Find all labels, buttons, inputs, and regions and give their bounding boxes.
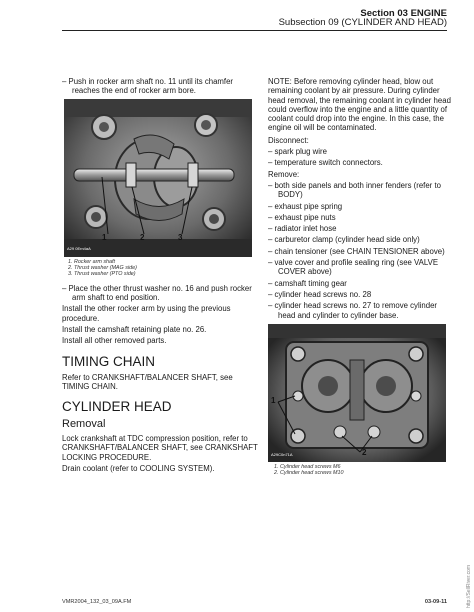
paragraph: Refer to CRANKSHAFT/BALANCER SHAFT, see TIMING CHAIN.	[62, 372, 233, 391]
list-item: – chain tensioner (see CHAIN TENSIONER above)	[268, 246, 445, 256]
list-item: – exhaust pipe nuts	[268, 212, 336, 222]
list-item: – cylinder head screws no. 28	[268, 289, 372, 299]
list-item: – carburetor clamp (cylinder head side only)	[268, 235, 420, 245]
figure-id: A29 0Ern4aA	[67, 246, 91, 252]
figure1-caption	[62, 259, 258, 278]
list-item: – cylinder head screws no. 27 to remove cylinder head and cylinder to cylinder base.	[268, 301, 438, 320]
caption-item: 1. Cylinder head screws M6	[274, 463, 341, 470]
paragraph: Lock crankshaft at TDC compression position, refer to CRANKSHAFT/BALANCER SHAFT, see CRANKSHAFT LOCKING PROCEDURE.	[62, 434, 258, 462]
caption-item: 1. Rocker arm shaft	[68, 258, 116, 265]
paragraph: Drain coolant (refer to COOLING SYSTEM).	[62, 464, 215, 474]
list-item: – both side panels and both inner fenders (refer to BODY)	[268, 180, 441, 200]
list-item: – temperature switch connectors.	[268, 158, 383, 168]
list-item: – radiator inlet hose	[268, 224, 337, 234]
callout-1: 1	[271, 395, 276, 405]
sidebar-watermark	[465, 460, 473, 610]
watermark-text: http://SellRiver.com	[466, 564, 472, 608]
caption-item: 3. Thrust washer (PTO side)	[68, 271, 136, 278]
callout-3: 3	[178, 232, 183, 242]
caption-item: 2. Cylinder head screws M10	[274, 470, 344, 477]
heading-timing-chain: TIMING CHAIN	[62, 353, 155, 369]
list-item: – spark plug wire	[268, 147, 327, 157]
figure2-caption	[268, 464, 452, 477]
list-item: – camshaft timing gear	[268, 278, 347, 288]
remove-label: Remove:	[268, 169, 300, 179]
cylinder-head-photo	[268, 324, 446, 462]
paragraph: Install the camshaft retaining plate no. 26.	[62, 325, 207, 334]
callout-2: 2	[140, 232, 145, 242]
rocker-arm-photo	[64, 99, 252, 257]
heading-removal: Removal	[62, 418, 106, 431]
figure-rocker-arm	[64, 99, 252, 257]
figure-cylinder-head	[268, 324, 446, 462]
disconnect-label: Disconnect:	[268, 135, 309, 145]
note: NOTE: Before removing cylinder head, blow out remaining coolant by air pressure. During cylinder head removal, the remaining coolant in cylinder head could overflow into the engine and a little quantity of coolant could drop into the engine. In this case, the engine oil will be contaminated.	[268, 77, 451, 133]
right-column	[268, 77, 452, 477]
step-push-shaft: – Push in rocker arm shaft no. 11 until its chamfer reaches the end of rocker arm bore.	[62, 77, 234, 96]
footer-filename: VMR2004_132_03_09A.FM	[62, 599, 132, 605]
header-rule	[62, 30, 447, 31]
step-thrust-washer: – Place the other thrust washer no. 16 and push rocker arm shaft to end position.	[62, 283, 252, 303]
subsection-title: Subsection 09 (CYLINDER AND HEAD)	[278, 17, 447, 28]
list-item: – valve cover and profile sealing ring (see VALVE COVER above)	[268, 258, 439, 277]
caption-item: 2. Thrust washer (MAG side)	[68, 265, 137, 271]
list-item: – exhaust pipe spring	[268, 201, 343, 211]
callout-2: 2	[362, 447, 367, 457]
section-title: Section 03 ENGINE	[360, 8, 447, 19]
heading-cylinder-head: CYLINDER HEAD	[62, 399, 172, 415]
paragraph: Install all other removed parts.	[62, 336, 167, 346]
footer-page-number: 03-09-11	[424, 599, 447, 605]
paragraph: Install the other rocker arm by using the previous procedure.	[62, 304, 231, 323]
figure-id: A29C0n71A	[271, 451, 293, 457]
callout-1: 1	[102, 232, 107, 242]
left-column	[62, 77, 258, 475]
